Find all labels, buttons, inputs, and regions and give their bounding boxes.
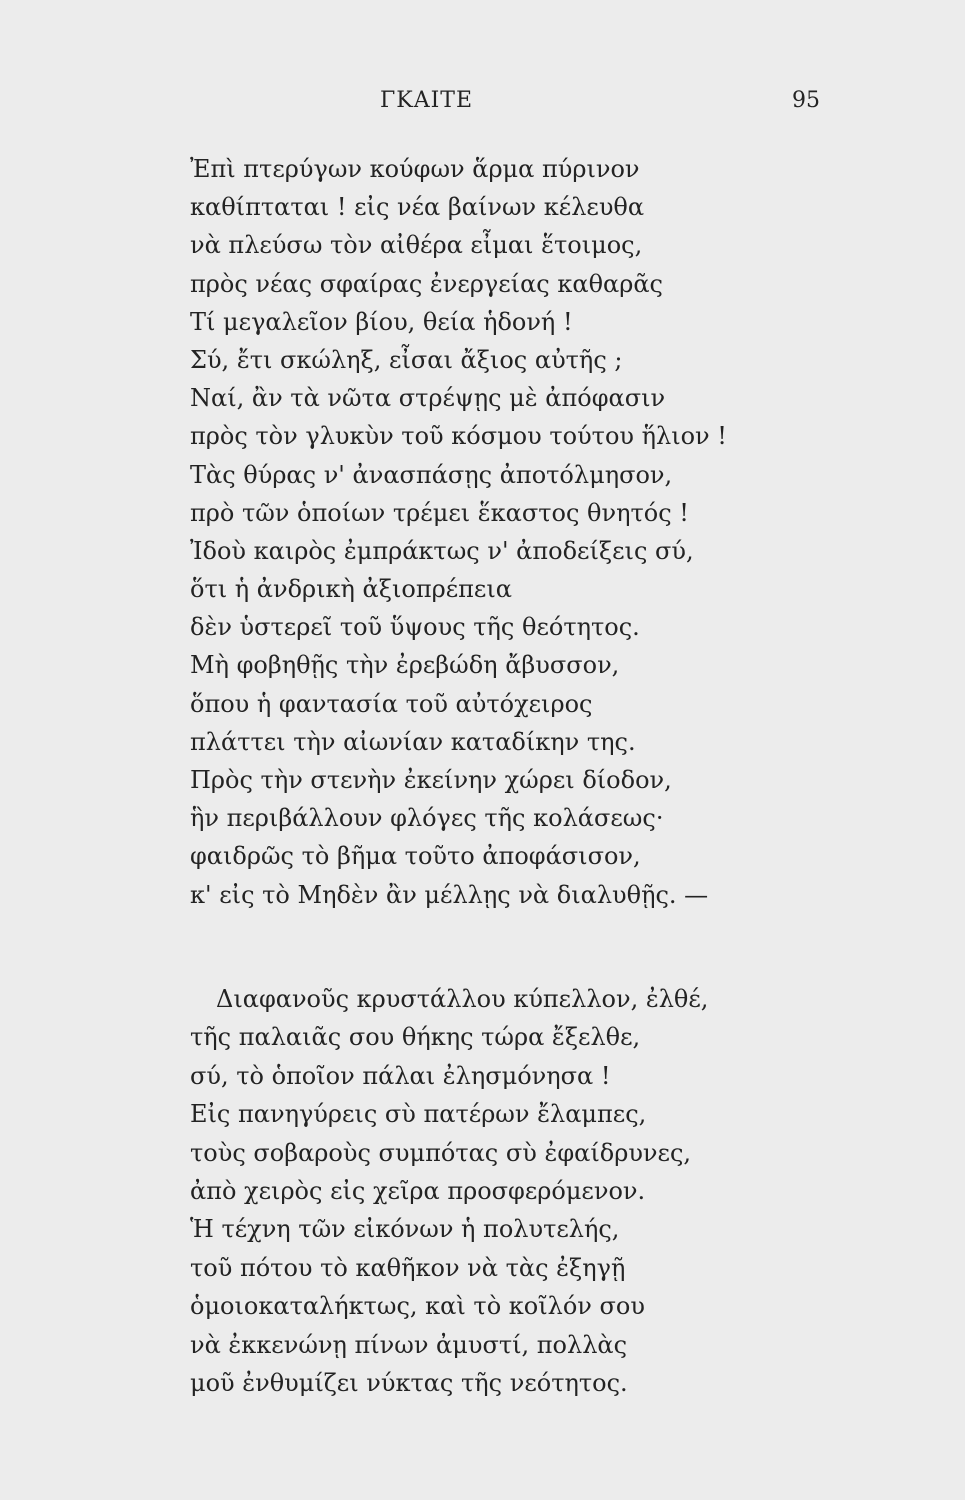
verse-line: Σύ, ἔτι σκώληξ, εἶσαι ἄξιος αὐτῆς ; xyxy=(190,345,623,374)
verse-line: πρὸς τὸν γλυκὺν τοῦ κόσμου τούτου ἥλιον ! xyxy=(190,422,727,451)
verse-line: πρὸς νέας σφαίρας ἐνεργείας καθαρᾶς xyxy=(190,269,663,298)
verse-line: φαιδρῶς τὸ βῆμα τοῦτο ἀποφάσισον, xyxy=(190,842,641,871)
verse-line: ὁμοιοκαταλήκτως, καὶ τὸ κοῖλόν σου xyxy=(190,1292,645,1321)
verse-line: καθίπταται ! εἰς νέα βαίνων κέλευθα xyxy=(190,193,645,222)
verse-line: νὰ πλεύσω τὸν αἰθέρα εἶμαι ἕτοιμος, xyxy=(190,231,643,260)
verse-line: Ἐπὶ πτερύγων κούφων ἅρμα πύρινον xyxy=(190,155,640,183)
verse-line: ὅτι ἡ ἀνδρικὴ ἀξιοπρέπεια xyxy=(190,575,512,604)
verse-line: κ' εἰς τὸ Μηδὲν ἂν μέλλῃς νὰ διαλυθῇς. — xyxy=(190,880,709,909)
verse-line: ἀπὸ χειρὸς εἰς χεῖρα προσφερόμενον. xyxy=(190,1176,646,1205)
verse-line: Ἰδοὺ καιρὸς ἐμπράκτως ν' ἀποδείξεις σύ, xyxy=(190,536,694,565)
verse-line: Μὴ φοβηθῇς τὴν ἐρεβώδη ἄβυσσον, xyxy=(190,651,620,680)
verse-line: νὰ ἐκκενώνῃ πίνων ἀμυστί, πολλὰς xyxy=(190,1330,628,1359)
verse-line: τῆς παλαιᾶς σου θήκης τώρα ἔξελθε, xyxy=(190,1023,641,1052)
verse-line: Τί μεγαλεῖον βίου, θεία ἡδονή ! xyxy=(190,307,573,336)
stanza-2 xyxy=(190,980,708,1402)
verse-line: Εἰς πανηγύρεις σὺ πατέρων ἔλαμπες, xyxy=(190,1100,647,1129)
running-header-title: ΓΚΑΙΤΕ xyxy=(380,88,474,113)
verse-line: Ἡ τέχνη τῶν εἰκόνων ἡ πολυτελής, xyxy=(190,1215,620,1244)
verse-line: Τὰς θύρας ν' ἀνασπάσῃς ἀποτόλμησον, xyxy=(190,460,673,489)
stanza-1 xyxy=(190,150,727,914)
verse-line: Διαφανοῦς κρυστάλλου κύπελλον, ἐλθέ, xyxy=(216,985,709,1013)
verse-line: πρὸ τῶν ὁποίων τρέμει ἕκαστος θνητός ! xyxy=(190,498,689,527)
verse-line: μοῦ ἐνθυμίζει νύκτας τῆς νεότητος. xyxy=(190,1368,628,1397)
verse-line: πλάττει τὴν αἰωνίαν καταδίκην της. xyxy=(190,727,636,756)
verse-line: τοῦ πότου τὸ καθῆκον νὰ τὰς ἐξηγῇ xyxy=(190,1253,626,1282)
verse-line: Ναί, ἂν τὰ νῶτα στρέψῃς μὲ ἀπόφασιν xyxy=(190,384,666,413)
verse-line: ἣν περιβάλλουν φλόγες τῆς κολάσεως· xyxy=(190,804,664,833)
verse-line: τοὺς σοβαροὺς συμπότας σὺ ἐφαίδρυνες, xyxy=(190,1138,692,1167)
verse-line: ὅπου ἡ φαντασία τοῦ αὐτόχειρος xyxy=(190,689,593,718)
page-number: 95 xyxy=(792,88,820,113)
verse-line: δὲν ὑστερεῖ τοῦ ὕψους τῆς θεότητος. xyxy=(190,613,640,642)
verse-line: Πρὸς τὴν στενὴν ἐκείνην χώρει δίοδον, xyxy=(190,766,672,794)
verse-line: σύ, τὸ ὁποῖον πάλαι ἐλησμόνησα ! xyxy=(190,1061,611,1090)
